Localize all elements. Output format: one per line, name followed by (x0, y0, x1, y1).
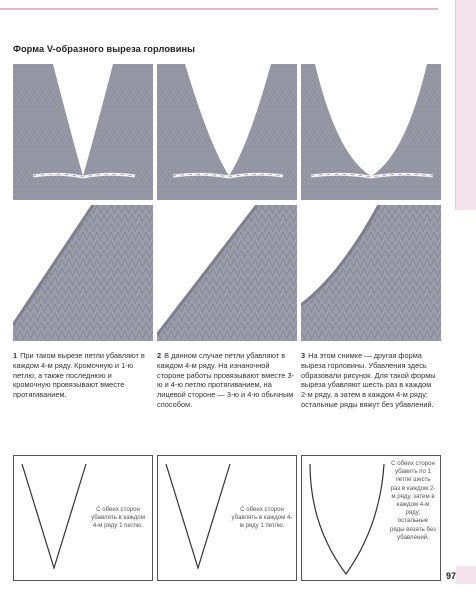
photo-vneck-3 (301, 64, 441, 200)
page-title: Форма V-образного выреза горловины (13, 44, 196, 54)
page-number-tab (456, 566, 476, 584)
photo-vneck-2 (157, 64, 297, 200)
caption-3 (301, 351, 439, 410)
caption-text: В данном случае петли убавляют в каждом 4-м ряду. На изнаночной стороне работы провязывают вместе 3-ю и 4-ю петлю протягиванием, на лицевой стороне — 3-ю и 4-ю обычным способом. (157, 351, 295, 409)
photo-closeup-3 (301, 205, 441, 341)
caption-number: 2 (157, 351, 162, 360)
page-number: 97 (445, 571, 456, 581)
diagram-3 (301, 455, 441, 581)
v-neck-line (22, 464, 86, 568)
photo-closeup-2 (157, 205, 297, 341)
diagram-note: С обеих сторон убавлять в каждом 4-м ряду 1 петлю. (91, 506, 145, 530)
side-tab (456, 0, 476, 210)
caption-1 (13, 351, 151, 400)
caption-number: 1 (13, 351, 18, 360)
caption-2 (157, 351, 295, 410)
diagram-note: С обеих сторон убавить по 1 петле шесть раз в каждом 2-м ряду, затем в каждом 4-м ряду; остальные ряды вязать без убавлений. (390, 460, 436, 541)
v-neck-line (166, 464, 230, 568)
caption-text: При таком вырезе петли убавляют в каждом 4-м ряду. Кромочную и 1-ю петлю, а также последнюю и кромочную провязывают вместе протягиванием. (13, 351, 145, 400)
caption-number: 3 (301, 351, 306, 360)
photo-closeup-1 (13, 205, 153, 341)
diagram-1 (13, 455, 153, 581)
top-rule (0, 8, 438, 10)
diagram-note: С обеих сторон убавлять в каждом 4-м ряду 1 петлю. (231, 506, 293, 530)
diagram-2 (157, 455, 297, 581)
caption-text: На этом снимке — другая форма выреза горловины. Убавления здесь образовали рисунок. Для такой формы выреза убавляют шесть раз в каждом 2-м ряду, а затем в каждом 4-м ряду; остальные ряды вяжут без убавлений. (301, 351, 436, 409)
curved-neck-line (310, 464, 384, 574)
photo-vneck-1 (13, 64, 153, 200)
